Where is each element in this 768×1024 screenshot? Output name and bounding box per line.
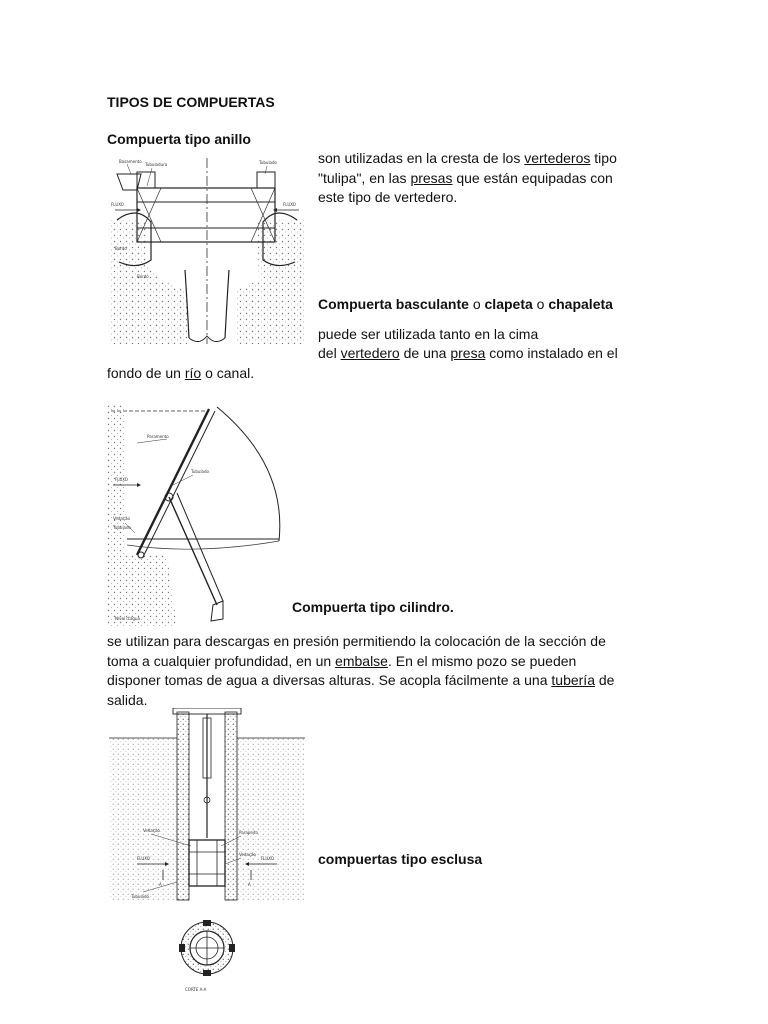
section-heading-cilindro: Compuerta tipo cilindro.	[292, 599, 454, 615]
heading-sep: o	[468, 296, 485, 312]
link-presas[interactable]: presas	[410, 169, 453, 186]
link-vertederos[interactable]: vertederos	[524, 150, 591, 166]
paragraph-cilindro	[107, 632, 667, 710]
fig1-label-bordo-left: Bordo	[115, 246, 127, 251]
fig3-label-parapeito: Parapeito	[239, 830, 258, 835]
paragraph-cilindro-line-1: se utilizan para descargas en presión permitiendo la colocación de la sección de	[107, 633, 606, 649]
figure-flap-gate	[107, 405, 282, 627]
link-rio[interactable]: río	[184, 365, 202, 381]
fig3-label-fluxo-right: FLUXO	[261, 856, 274, 861]
paragraph-anillo	[318, 149, 678, 208]
text-span: de	[594, 672, 615, 688]
section-heading-basculante	[318, 295, 613, 315]
text-span: toma a cualquier profundidad, en un	[107, 652, 336, 669]
fig2-label-paramento: Paramento	[147, 434, 169, 439]
figure-ring-gate	[107, 150, 307, 344]
text-span: fondo de un	[107, 365, 185, 381]
fig3-label-fluxo-left: FLUXO	[137, 856, 150, 861]
link-embalse[interactable]: embalse	[335, 652, 388, 669]
heading-part-chapaleta: chapaleta	[548, 296, 613, 312]
text-span: tipo	[590, 150, 617, 166]
paragraph-basculante-line-2	[318, 344, 618, 364]
text-span: son utilizadas en la cresta de los	[318, 150, 525, 166]
link-vertedero[interactable]: vertedero	[340, 345, 400, 361]
fig2-label-tubulado-2: Tubulado	[113, 525, 131, 530]
paragraph-anillo-line-2	[318, 169, 678, 189]
text-span: o canal.	[201, 365, 255, 381]
heading-sep: o	[532, 296, 549, 312]
fig2-label-vedacao: Vedação	[113, 516, 130, 521]
page-title: TIPOS DE COMPUERTAS	[107, 94, 275, 110]
link-presa[interactable]: presa	[450, 345, 486, 361]
fig2-label-tubulado: Tubulado	[191, 469, 209, 474]
fig3-label-a-left: A	[159, 882, 162, 887]
fig1-label-bordo-bottom: Bordo	[137, 274, 149, 279]
fig2-label-nivel: Nível d'água	[115, 616, 140, 621]
heading-part-basculante: Compuerta basculante	[318, 296, 469, 312]
section-heading-esclusa: compuertas tipo esclusa	[318, 851, 483, 867]
text-span: "tulipa", en las	[318, 169, 411, 186]
text-span: que están equipadas con	[452, 169, 613, 186]
fig3-label-tubulado: Tubulado	[131, 894, 149, 899]
fig1-label-fluxo-right: FLUXO	[283, 202, 296, 207]
paragraph-cilindro-line-4: salida.	[107, 691, 148, 708]
paragraph-anillo-line-1	[318, 149, 678, 169]
fig1-label-tubulado: Tubulado	[259, 160, 277, 165]
fig3-label-corte: CORTE A-A	[185, 987, 207, 992]
text-span: de una	[399, 345, 451, 361]
paragraph-basculante-line-3	[107, 364, 254, 384]
paragraph-anillo-line-3: este tipo de vertedero.	[318, 189, 458, 205]
fig3-label-vedacao-right: Vedação	[239, 852, 256, 857]
paragraph-cilindro-line-2	[107, 652, 667, 672]
heading-part-clapeta: clapeta	[484, 296, 533, 312]
text-span: como instalado en el	[485, 345, 618, 361]
text-span: disponer tomas de agua a diversas alturas. Se acopla fácilmente a una	[107, 672, 552, 688]
figure-cylinder-gate	[107, 708, 307, 992]
link-tuberia[interactable]: tubería	[551, 672, 595, 688]
paragraph-basculante-line-1: puede ser utilizada tanto en la cima	[318, 326, 539, 342]
section-heading-anillo: Compuerta tipo anillo	[107, 131, 251, 147]
text-span: . En el mismo pozo se pueden	[387, 652, 577, 669]
fig1-label-basamento: Basamento	[119, 159, 142, 164]
fig3-label-a-right: A	[248, 882, 251, 887]
fig2-label-fluxo: FLUXO	[115, 477, 128, 482]
paragraph-cilindro-line-3	[107, 671, 667, 691]
fig1-label-tubuladura: Tubuladura	[145, 162, 168, 167]
fig1-label-fluxo-left: FLUXO	[111, 202, 124, 207]
text-span: del	[318, 345, 341, 361]
fig3-label-vedacao-top: Vedação	[143, 828, 160, 833]
